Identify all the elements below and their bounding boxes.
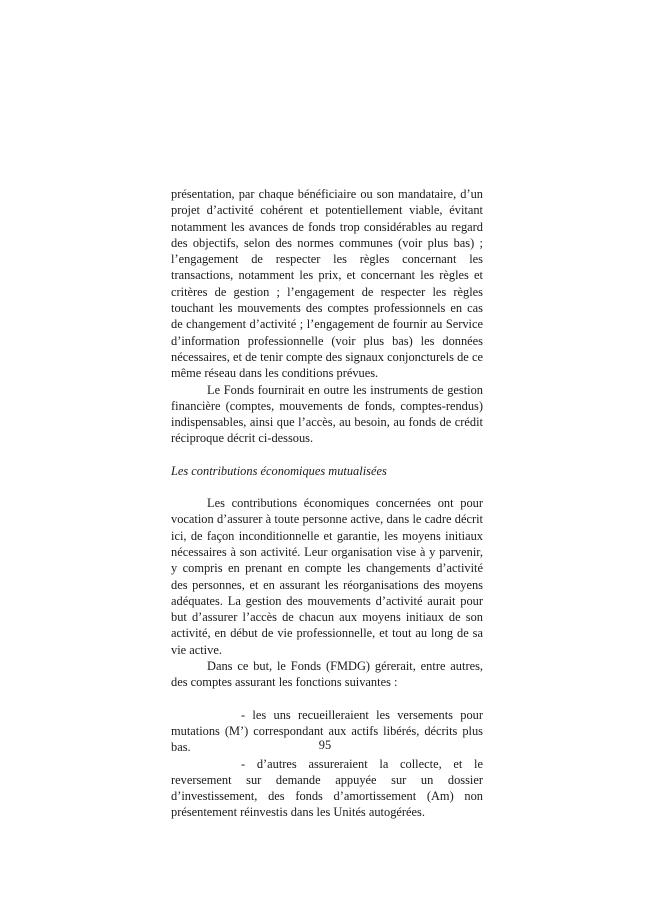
body-paragraph: Le Fonds fournirait en outre les instruments de gestion financière (comptes, mouvements de fonds, comptes-rendus) indispensables, ainsi que l’accès, au besoin, au fonds de crédit réciproque décrit ci-dessous. [171, 382, 483, 446]
section-heading: Les contributions économiques mutualisées [171, 463, 387, 478]
body-paragraph: présentation, par chaque bénéficiaire ou son mandataire, d’un projet d’activité cohérent et potentiellement viable, évitant notamment les avances de fonds trop considérables au regard des objectifs, selon des normes communes (voir plus bas) ; l’engagement de respecter les règles concernant les transactions, notamment les prix, et concernant les règles et critères de gestion ; l’engagement de respecter les règles touchant les mouvements des comptes professionnels en cas de changement d’activité ; l’engagement de fournir au Service d’information professionnelle (voir plus bas) les données nécessaires, et de tenir compte des signaux conjoncturels de ce même réseau dans les conditions prévues. [171, 187, 483, 381]
list-item: - d’autres assureraient la collecte, et le reversement sur demande appuyée sur un dossier d’investissement, des fonds d’amortissement (Am) non présentement réinvestis dans les Unités autogérées. [171, 756, 483, 820]
page-number: 95 [318, 738, 332, 752]
list-item: - les uns recueilleraient les versements pour mutations (M’) correspondant aux actifs libérés, décrits plus bas. [171, 707, 483, 755]
body-paragraph: Les contributions économiques concernées ont pour vocation d’assurer à toute personne active, dans le cadre décrit ici, de façon inconditionnelle et garantie, les moyens initiaux nécessaires à son activité. Leur organisation vise à y parvenir, y compris en prenant en compte les changements d’activité des personnes, et en assurant les réorganisations des moyens adéquates. La gestion des mouvements d’activité aurait pour but d’assurer l’accès de chacun aux moyens initiaux de son activité, en début de vie professionnelle, et tout au long de sa vie active. [171, 496, 483, 657]
body-paragraph: Dans ce but, le Fonds (FMDG) gérerait, entre autres, des comptes assurant les fonctions suivantes : [171, 659, 483, 690]
page-body [171, 186, 483, 821]
